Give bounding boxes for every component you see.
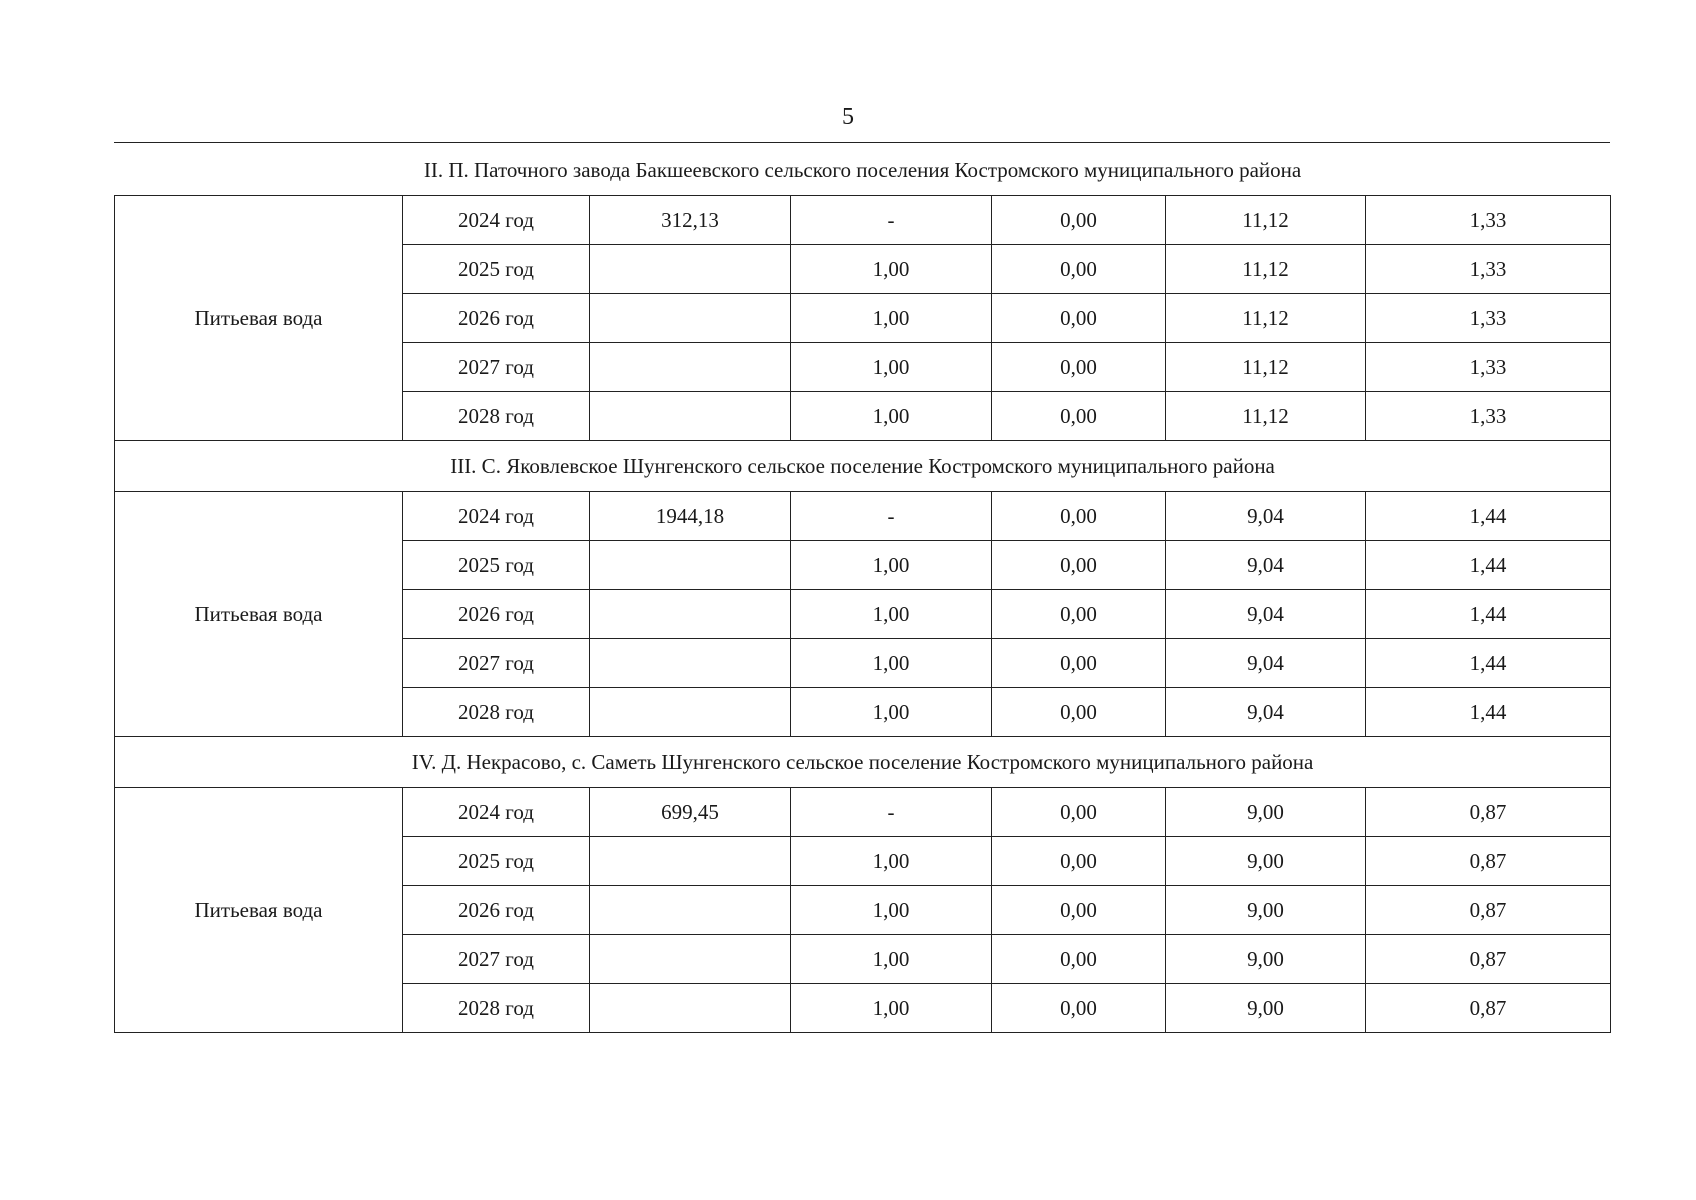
value-cell-4: 9,00 bbox=[1166, 788, 1366, 837]
value-cell-4: 9,04 bbox=[1166, 639, 1366, 688]
value-cell-1 bbox=[590, 837, 791, 886]
table-row bbox=[115, 788, 1611, 837]
value-cell-2: 1,00 bbox=[791, 541, 992, 590]
value-cell-4: 9,04 bbox=[1166, 492, 1366, 541]
value-cell-1: 1944,18 bbox=[590, 492, 791, 541]
year-cell: 2025 год bbox=[403, 245, 590, 294]
year-cell: 2024 год bbox=[403, 788, 590, 837]
value-cell-5: 0,87 bbox=[1366, 788, 1611, 837]
value-cell-1: 699,45 bbox=[590, 788, 791, 837]
value-cell-3: 0,00 bbox=[992, 984, 1166, 1033]
value-cell-1 bbox=[590, 935, 791, 984]
year-cell: 2024 год bbox=[403, 492, 590, 541]
value-cell-1 bbox=[590, 541, 791, 590]
value-cell-3: 0,00 bbox=[992, 541, 1166, 590]
value-cell-3: 0,00 bbox=[992, 294, 1166, 343]
value-cell-5: 1,44 bbox=[1366, 688, 1611, 737]
value-cell-2: 1,00 bbox=[791, 245, 992, 294]
value-cell-5: 1,44 bbox=[1366, 590, 1611, 639]
value-cell-3: 0,00 bbox=[992, 837, 1166, 886]
value-cell-2: - bbox=[791, 788, 992, 837]
section-heading-row bbox=[115, 441, 1611, 492]
year-cell: 2027 год bbox=[403, 639, 590, 688]
value-cell-1 bbox=[590, 639, 791, 688]
value-cell-2: 1,00 bbox=[791, 688, 992, 737]
value-cell-2: - bbox=[791, 196, 992, 245]
value-cell-5: 0,87 bbox=[1366, 935, 1611, 984]
value-cell-1: 312,13 bbox=[590, 196, 791, 245]
section-heading-row bbox=[115, 737, 1611, 788]
value-cell-5: 1,33 bbox=[1366, 392, 1611, 441]
year-cell: 2026 год bbox=[403, 886, 590, 935]
value-cell-1 bbox=[590, 984, 791, 1033]
year-cell: 2028 год bbox=[403, 392, 590, 441]
section-heading: II. П. Паточного завода Бакшеевского сельского поселения Костромского муниципального района bbox=[115, 145, 1611, 196]
value-cell-4: 11,12 bbox=[1166, 245, 1366, 294]
product-name-cell: Питьевая вода bbox=[115, 788, 403, 1033]
value-cell-3: 0,00 bbox=[992, 245, 1166, 294]
value-cell-1 bbox=[590, 343, 791, 392]
value-cell-2: 1,00 bbox=[791, 886, 992, 935]
value-cell-3: 0,00 bbox=[992, 639, 1166, 688]
value-cell-2: 1,00 bbox=[791, 935, 992, 984]
value-cell-3: 0,00 bbox=[992, 886, 1166, 935]
year-cell: 2024 год bbox=[403, 196, 590, 245]
value-cell-3: 0,00 bbox=[992, 196, 1166, 245]
value-cell-5: 0,87 bbox=[1366, 984, 1611, 1033]
value-cell-4: 11,12 bbox=[1166, 196, 1366, 245]
year-cell: 2026 год bbox=[403, 590, 590, 639]
value-cell-2: 1,00 bbox=[791, 590, 992, 639]
value-cell-2: - bbox=[791, 492, 992, 541]
value-cell-1 bbox=[590, 590, 791, 639]
year-cell: 2028 год bbox=[403, 984, 590, 1033]
product-name-cell: Питьевая вода bbox=[115, 492, 403, 737]
year-cell: 2025 год bbox=[403, 541, 590, 590]
value-cell-4: 9,00 bbox=[1166, 837, 1366, 886]
value-cell-3: 0,00 bbox=[992, 492, 1166, 541]
value-cell-5: 1,33 bbox=[1366, 196, 1611, 245]
value-cell-2: 1,00 bbox=[791, 294, 992, 343]
value-cell-4: 9,04 bbox=[1166, 541, 1366, 590]
value-cell-2: 1,00 bbox=[791, 639, 992, 688]
value-cell-5: 1,44 bbox=[1366, 541, 1611, 590]
value-cell-3: 0,00 bbox=[992, 590, 1166, 639]
value-cell-4: 9,00 bbox=[1166, 886, 1366, 935]
value-cell-3: 0,00 bbox=[992, 935, 1166, 984]
value-cell-5: 1,44 bbox=[1366, 492, 1611, 541]
section-heading-row bbox=[115, 145, 1611, 196]
value-cell-1 bbox=[590, 245, 791, 294]
value-cell-4: 11,12 bbox=[1166, 343, 1366, 392]
table-row bbox=[115, 492, 1611, 541]
value-cell-2: 1,00 bbox=[791, 984, 992, 1033]
year-cell: 2027 год bbox=[403, 935, 590, 984]
year-cell: 2028 год bbox=[403, 688, 590, 737]
value-cell-5: 1,33 bbox=[1366, 294, 1611, 343]
value-cell-4: 9,00 bbox=[1166, 935, 1366, 984]
year-cell: 2027 год bbox=[403, 343, 590, 392]
table-body bbox=[115, 145, 1611, 1033]
value-cell-3: 0,00 bbox=[992, 788, 1166, 837]
value-cell-4: 9,04 bbox=[1166, 688, 1366, 737]
value-cell-1 bbox=[590, 886, 791, 935]
tariff-table bbox=[114, 145, 1611, 1033]
section-heading: IV. Д. Некрасово, с. Саметь Шунгенского сельское поселение Костромского муниципального района bbox=[115, 737, 1611, 788]
product-name-cell: Питьевая вода bbox=[115, 196, 403, 441]
value-cell-2: 1,00 bbox=[791, 392, 992, 441]
value-cell-5: 0,87 bbox=[1366, 886, 1611, 935]
section-heading: III. С. Яковлевское Шунгенского сельское поселение Костромского муниципального района bbox=[115, 441, 1611, 492]
page-number: 5 bbox=[842, 104, 854, 130]
value-cell-4: 11,12 bbox=[1166, 392, 1366, 441]
value-cell-4: 11,12 bbox=[1166, 294, 1366, 343]
year-cell: 2026 год bbox=[403, 294, 590, 343]
value-cell-5: 0,87 bbox=[1366, 837, 1611, 886]
value-cell-4: 9,00 bbox=[1166, 984, 1366, 1033]
value-cell-1 bbox=[590, 688, 791, 737]
value-cell-3: 0,00 bbox=[992, 392, 1166, 441]
value-cell-5: 1,44 bbox=[1366, 639, 1611, 688]
value-cell-5: 1,33 bbox=[1366, 245, 1611, 294]
value-cell-4: 9,04 bbox=[1166, 590, 1366, 639]
value-cell-2: 1,00 bbox=[791, 837, 992, 886]
value-cell-1 bbox=[590, 294, 791, 343]
year-cell: 2025 год bbox=[403, 837, 590, 886]
value-cell-3: 0,00 bbox=[992, 688, 1166, 737]
value-cell-3: 0,00 bbox=[992, 343, 1166, 392]
top-rule bbox=[114, 142, 1610, 143]
value-cell-2: 1,00 bbox=[791, 343, 992, 392]
value-cell-1 bbox=[590, 392, 791, 441]
table-row bbox=[115, 196, 1611, 245]
value-cell-5: 1,33 bbox=[1366, 343, 1611, 392]
